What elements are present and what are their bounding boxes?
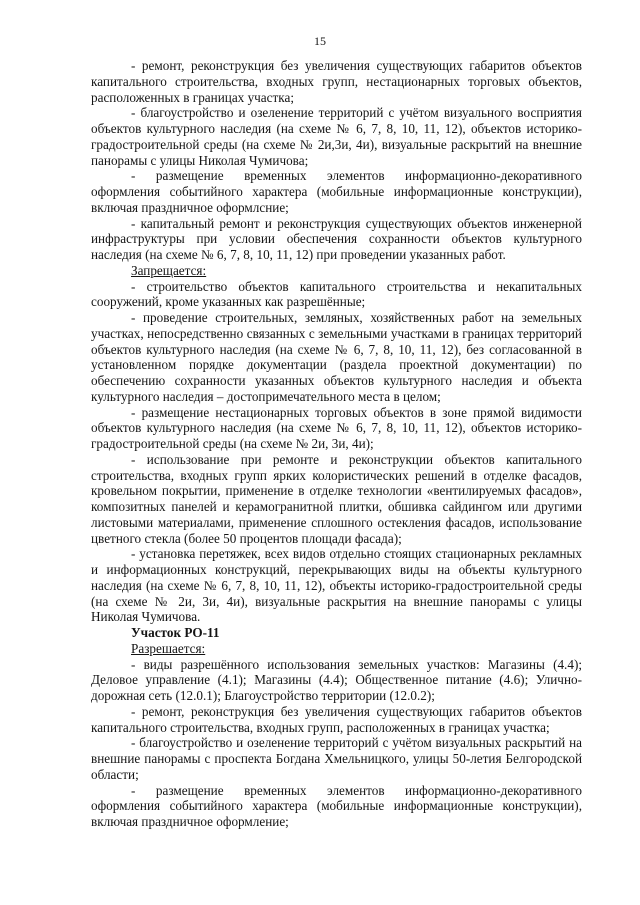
paragraph-plot-landscaping: - благоустройство и озеленение территорий с учётом визуальных раскрытий на внешние панорамы с проспекта Богдана Хмельницкого, улицы 50-летия Белгородской области; xyxy=(91,735,582,782)
paragraph-advertising-ban: - установка перетяжек, всех видов отдельно стоящих стационарных рекламных и информационных конструкций, перекрывающих виды на объекты культурного наследия (на схеме № 6, 7, 8, 10, 11, 12), объекты историко-градостроительной среды (на схеме № 2и, 3и, 4и), визуальные раскрытия на внешние панорамы с улицы Николая Чумичова. xyxy=(91,546,582,625)
page-number: 15 xyxy=(314,34,326,48)
paragraph-plot-temporary-elements: - размещение временных элементов информационно-декоративного оформления событийного характера (мобильные информационные конструкции), включая праздничное оформление; xyxy=(91,782,582,829)
paragraph-plot-repair: - ремонт, реконструкция без увеличения существующих габаритов объектов капитального строительства, входных групп, расположенных в границах участка; xyxy=(91,703,582,735)
paragraph-temporary-elements: - размещение временных элементов информационно-декоративного оформления событийного характера (мобильные информационные конструкции), включая праздничное оформлсние; xyxy=(91,168,582,215)
paragraph-earthworks-ban: - проведение строительных, земляных, хозяйственных работ на земельных участках, непосредственно связанных с земельными участками в границах территорий объектов культурного наследия (на схеме № 6, 7, 8, 10, 11, 12), без согласованной в установленном порядке документации (раздела проектной документации) по обеспечению сохранности указанных объектов культурного наследия и объекта культурного наследия – достопримечательного места в целом; xyxy=(91,310,582,404)
document-body xyxy=(91,58,582,830)
section-heading-prohibited: Запрещается: xyxy=(131,262,207,278)
paragraph-construction-ban: - строительство объектов капитального строительства и некапитальных сооружений, кроме указанных как разрешённые; xyxy=(91,278,582,310)
paragraph-capital-repair: - капитальный ремонт и реконструкция существующих объектов инженерной инфраструктуры при условии обеспечения сохранности объектов культурного наследия (на схеме № 6, 7, 8, 10, 11, 12) при проведении указанных работ. xyxy=(91,215,582,262)
section-heading-allowed: Разрешается: xyxy=(131,640,206,656)
paragraph-land-use: - виды разрешённого использования земельных участков: Магазины (4.4); Деловое управление (4.1); Магазины (4.4); Общественное питание (4.6); Улично-дорожная сеть (12.0.1); Благоустройство территории (12.0.2); xyxy=(91,656,582,703)
paragraph-facade-ban: - использование при ремонте и реконструкции объектов капитального строительства, входных групп ярких колористических решений в отделке фасадов, кровельном покрытии, применение в отделке технологии «вентилируемых фасадов», композитных панелей и керамогранитной плитки, обшивка сайдингом или другими листовыми материалами, применение сплошного остекления фасадов, использование цветного стекла (более 50 процентов площади фасада); xyxy=(91,451,582,546)
paragraph-landscaping: - благоустройство и озеленение территорий с учётом визуального восприятия объектов культурного наследия (на схеме № 6, 7, 8, 10, 11, 12), объектов историко-градостроительной среды (на схеме № 2и,3и, 4и), визуальные раскрытий на внешние панорамы с улицы Николая Чумичова; xyxy=(91,105,582,168)
section-heading-plot: Участок РО-11 xyxy=(131,625,220,640)
paragraph-kiosk-ban: - размещение нестационарных торговых объектов в зоне прямой видимости объектов культурного наследия (на схеме № 6, 7, 8, 10, 11, 12), объектов историко-градостроительной среды (на схеме № 2и, 3и, 4и); xyxy=(91,404,582,451)
paragraph-repair: - ремонт, реконструкция без увеличения существующих габаритов объектов капитального строительства, входных групп, нестационарных торговых объектов, расположенных в границах участка; xyxy=(91,58,582,105)
